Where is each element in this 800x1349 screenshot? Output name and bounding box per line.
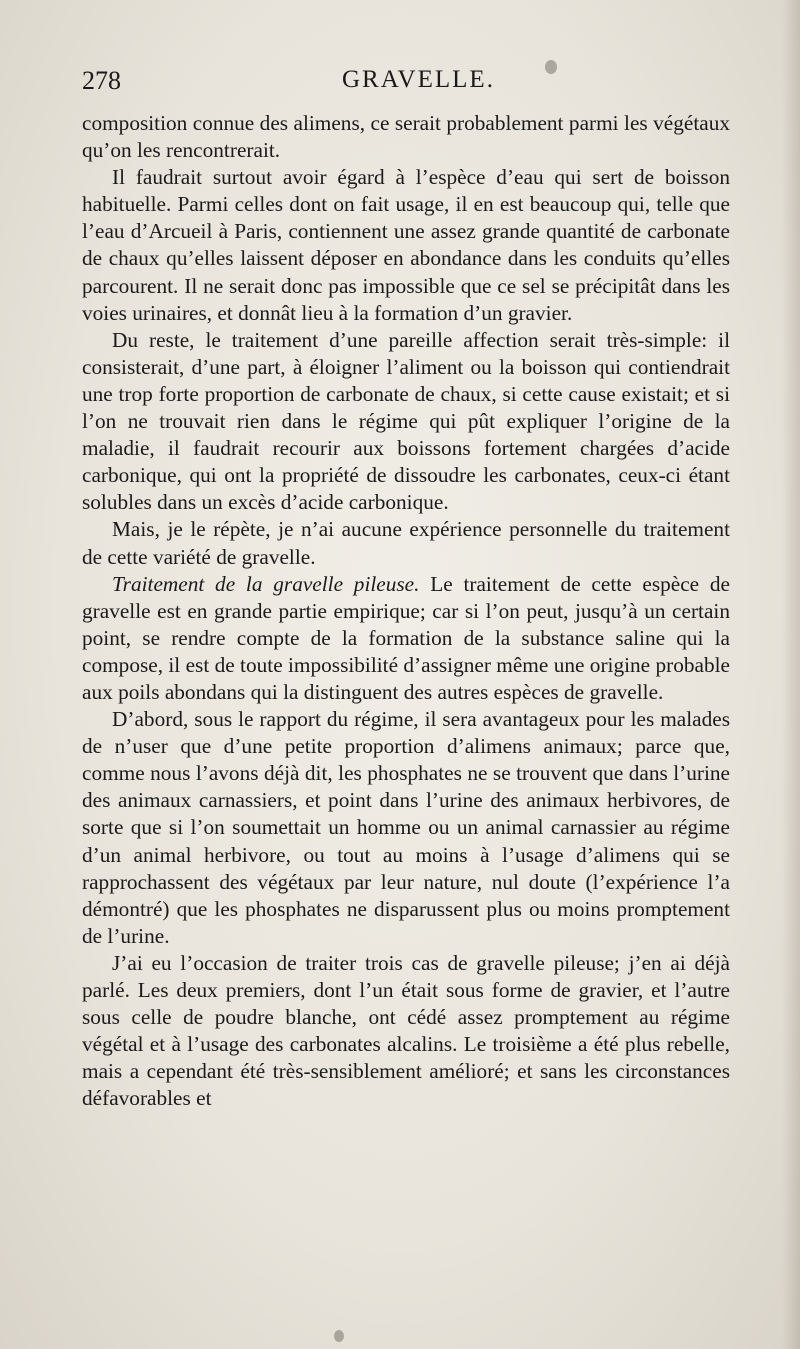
page-header [82,66,730,102]
paragraph: Il faudrait surtout avoir égard à l’espèce d’eau qui sert de boisson habituelle. Parmi celles dont on fait usage, il en est beaucoup qui, telle que l’eau d’Arcueil à Paris, contiennent une assez grande quantité de carbonate de chaux qu’elles laissent déposer en abondance dans les conduits qu’elles parcourent. Il ne serait donc pas impossible que ce sel se précipitât dans les voies urinaires, et donnât lieu à la formation d’un gravier. [82,165,730,325]
page-edge-shadow [782,0,800,1349]
ink-spot [334,1330,344,1342]
paragraph: Du reste, le traitement d’une pareille affection serait très-simple: il consisterait, d’une part, à éloigner l’aliment ou la boisson qui contiendrait une trop forte proportion de carbonate de chaux, si cette cause existait; et si l’on ne trouvait rien dans le régime qui pût expliquer l’origine de la maladie, il faudrait recourir aux boissons fortement chargées d’acide carbonique, qui ont la propriété de dissoudre les carbonates, ceux-ci étant solubles dans un excès d’acide carbonique. [82,327,730,515]
paragraph: Mais, je le répète, je n’ai aucune expérience personnelle du traitement de cette variété de gravelle. [82,517,730,569]
paragraph: D’abord, sous le rapport du régime, il sera avantageux pour les malades de n’user que d’une petite proportion d’alimens animaux; parce que, comme nous l’avons déjà dit, les phosphates ne se trouvent que dans l’urine des animaux carnassiers, et point dans l’urine des animaux herbivores, de sorte que si l’on soumettait un homme ou un animal carnassier au régime d’un animal herbivore, ou tout au moins à l’usage d’alimens qui se rapprochassent des végétaux par leur nature, nul doute (l’expérience l’a démontré) que les phosphates ne disparussent plus ou moins promptement de l’urine. [82,707,730,948]
paragraph: J’ai eu l’occasion de traiter trois cas de gravelle pileuse; j’en ai déjà parlé. Les deux premiers, dont l’un était sous forme de gravier, et l’autre sous celle de poudre blanche, ont cédé assez promptement au régime végétal et à l’usage des carbonates alcalins. Le troisième a été plus rebelle, mais a cependant été très-sensiblement amélioré; et sans les circonstances défavorables et [82,950,730,1111]
body-text [82,110,730,1112]
paragraph-continuation: composition connue des alimens, ce serait probablement parmi les végétaux qu’on les rencontrerait. [82,111,730,163]
running-head: GRAVELLE. [342,66,495,93]
page-number: 278 [82,66,121,95]
paragraph-text: Le traitement de cette espèce de gravelle est en grande partie empirique; car si l’on peut, jusqu’à un certain point, se rendre compte de la formation de la substance saline qui la compose, il est de toute impossibilité d’assigner même une origine probable aux poils abondans qui la distinguent des autres espèces de gravelle. [82,571,730,704]
ink-spot [545,60,557,74]
section-lead-italic: Traitement de la gravelle pileuse. [112,571,420,596]
paragraph-gravelle-pileuse [82,571,730,706]
